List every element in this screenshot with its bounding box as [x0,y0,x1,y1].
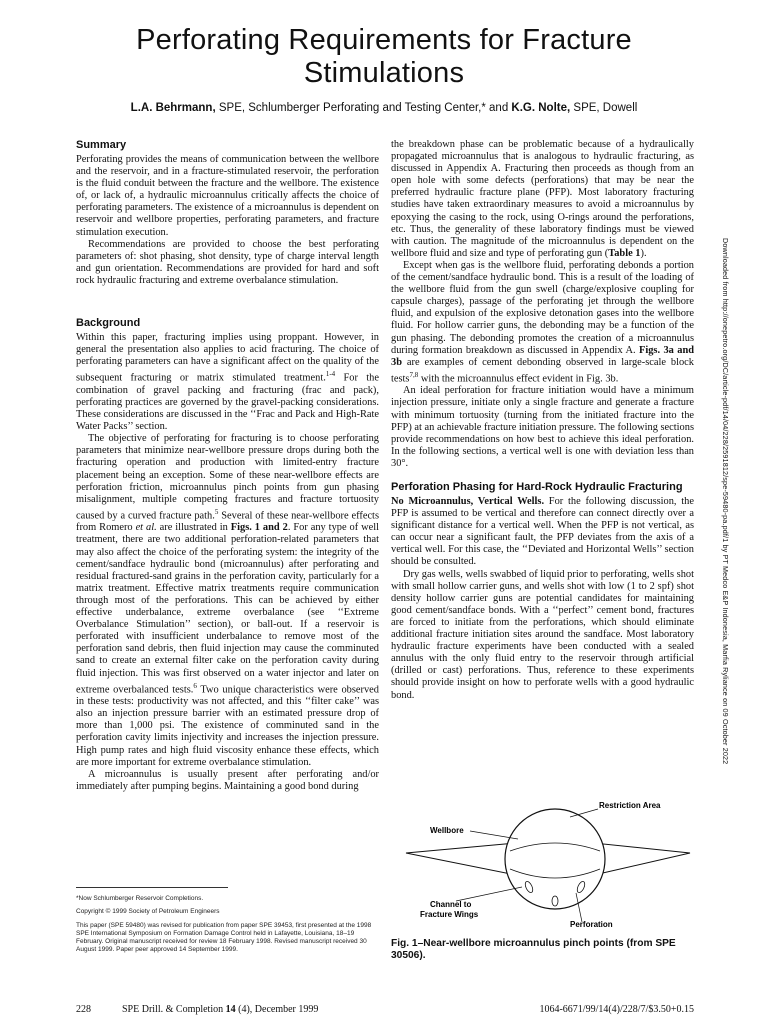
footnote-copyright: Copyright © 1999 Society of Petroleum Engineers [76,908,220,916]
background-paragraph-2: The objective of perforating for fracturing is to choose perforating parameters that minimize near-wellbore pressure drops during both the fracturing operation and production with limited-entry fracture placement being an exception. Some of these near-wellbore effects are perforation friction, microannulus pinch points from gun phasing misalignment, multiple competing fractures and fracture tortuosity caused by a curved fracture path.$^5$ Several of these near-wellbore effects from Romero et al. are illustrated in Figs. 1 and 2. For any type of well treatment, there are two additional perforation-related parameters that may also affect the choice of the perforating system: the integrity of the cement/sandface hydraulic bond (microannulus) after perforating and residual fractured-sand grains in the perforation cavity, particularly for a matrix treatment. Effective matrix treatments require communication through most of the perforations. This can be achieved by either effective underbalance, extreme overbalance (see ‘‘Extreme Overbalance Stimulation’’ section), or ball-out. If a reservoir is perforated with insufficient underbalance to remove most of the perforation sand debris, then fluid injection may cause the comminuted sand to create an external filter cake on the perforation cavity during fluid injection. This was first observed on a water injector and later on extreme overbalanced tests.$^6$ Two unique characteristics were observed in these tests: productivity was not affected, and this ‘‘filter cake’’ was also an injection pressure barrier with an estimated pressure drop of more than 1,000 psi. The existence of comminuted sand in the perforation cavity limits injectivity and increases the injection pressure. High pump rates and high fluid viscosity enhance these effects, which are more important for extreme overbalance stimulation. [76,433,379,768]
figure-1-caption: Fig. 1–Near-wellbore microannulus pinch points (from SPE 30506). [391,938,676,961]
right-paragraph-1: the breakdown phase can be problematic because of a hydraulically propagated microannulus that is analogous to hydraulic fracturing, as discussed in Appendix A. Fracturing then proceeds as though from an open hole with some defects (perforations) that may be near the preferred hydraulic fracture plane (PFP). Most laboratory fracturing studies have taken extraordinary measures to avoid a microannulus by epoxying the casing to the rock, using O-rings around the perforations, etc. Thus, the generality of these laboratory findings must be viewed with caution. The magnitude of the microannulus is dependent on the wellbore fluid and size and type of perforating gun (Table 1). [391,139,694,259]
right-paragraph-3: An ideal perforation for fracture initiation would have a minimum injection pressure, initiate only a single fracture and generate a fracture with minimum tortuosity (turning from the initiated fracture into the PFP) at an achievable fracture initiation pressure. The following sections provide recommendations on how best to achieve this ideal perforation. In the following sections, a vertical well is one with deviation less than 30°. [391,385,694,469]
page-number: 228 [76,1004,91,1015]
figure-1-diagram [398,795,698,935]
right-paragraph-2: Except when gas is the wellbore fluid, perforating debonds a portion of the cement/sandface hydraulic bond. This is a result of the loading of the wellbore fluid from the gun swell (charge/explosive coupling for capsule charges), passage of the perforating jet through the wellbore fluid, and expulsion of the explosive detonation gases into the wellbore fluid. For hollow carrier guns, the debonding may be a function of the gun phasing. The debonding promotes the creation of a microannulus during formation breakdown as discussed in Appendix A. Figs. 3a and 3b are examples of cement debonding observed in large-scale block tests$^{7,8}$ with the microannulus effect evident in Fig. 3b. [391,259,694,385]
label-restriction-area: Restriction Area [599,801,661,810]
wellbore-circle [505,809,605,909]
journal-citation: SPE Drill. & Completion 14 (4), December 1999 [122,1004,319,1015]
right-paragraph-5: Dry gas wells, wells swabbed of liquid prior to perforating, wells shot with small hollow carrier guns, and wells shot with low (1 to 2 spf) shot density hollow carrier guns are potential candidates for maintaining good cement/sandface bonds. With a ‘‘perfect’’ cement bond, fractures are forced to initiate from the perforations, which should eliminate additional fracture initiation sites around the sandface. Most laboratory hydraulic fracture experiments have been conducted with a sealed annulus with the only fluid entry to the reservoir through artificial (drilled or cast) perforations. Thus, reference to these experiments should provide insight on how to perforate wells with a good hydraulic bond. [391,568,694,701]
label-channel-1: Channel to [430,900,472,909]
right-paragraph-4: No Microannulus, Vertical Wells. For the following discussion, the PFP is assumed to be vertical and therefore can connect directly over a significant distance for a vertical well. When the PFP is not vertical, as can occur near a significant fault, the PFP deviates from the axis of a vertical well. For this case, the ‘‘Deviated and Horizontal Wells’’ section should be consulted. [391,496,694,568]
author-2-name: K.G. Nolte, [511,102,571,114]
footnotes [76,895,381,960]
author-line [40,102,728,114]
fracture-wing-left [406,843,516,875]
right-column [391,139,694,702]
summary-paragraph-2: Recommendations are provided to choose the best perforating parameters of: shot phasing, shot density, type of charge interval length and gun orientation. Recommendations are provided for hard and soft rock hydraulic fracturing and extreme overbalance stimulation. [76,238,379,286]
title-line-1: Perforating Requirements for Fracture [136,24,632,56]
label-perforation: Perforation [570,920,613,929]
label-channel-2: Fracture Wings [420,910,479,919]
author-1-affiliation: SPE, Schlumberger Perforating and Testing Center,* and [215,102,512,114]
background-heading: Background [76,317,141,330]
summary-heading: Summary [76,139,127,151]
summary-paragraph-1: Perforating provides the means of communication between the wellbore and the reservoir, and in a fracture-stimulated reservoir, the perforation is the fluid conduit between the fracture and the wellbore. The existence of, or lack of, a hydraulic microannulus critically affects the choice of perforating parameters. The existence of a microannulus is dependent on reservoir and wellbore properties, perforating parameters, and fracture stimulation execution. [76,154,379,238]
left-column [76,139,379,793]
footnote-rule [76,887,228,888]
download-watermark-text: Downloaded from http://onepetro.org/DC/article-pdf/14/04/228/2591812/spe-59480-pa.pdf/1 by PT Medco E&P Indonesia, Marfia Ryliance on 09 October 2022 [721,238,730,765]
download-watermark [721,238,738,765]
paper-title [60,24,708,90]
section-heading-phasing: Perforation Phasing for Hard-Rock Hydraulic Fracturing [391,481,683,493]
label-wellbore: Wellbore [430,826,464,835]
footnote-revision: This paper (SPE 59480) was revised for publication from paper SPE 39453, first presented at the 1998 SPE International Symposium on Formation Damage Control held in Lafayette, Louisiana, 18–19 February. Original manuscript received for review 18 February 1998. Revised manuscript received 30 August 1999. Paper peer approved 14 September 1999. [76,921,372,954]
title-line-2: Stimulations [303,57,465,89]
background-paragraph-3: A microannulus is usually present after perforating and/or immediately after pumping begins. Maintaining a good bond during [76,768,379,792]
author-2-affiliation: SPE, Dowell [570,102,638,114]
fracture-wing-right [594,843,690,875]
footnote-affiliation: *Now Schlumberger Reservoir Completions. [76,895,204,902]
author-1-name: L.A. Behrmann, [130,102,216,114]
article-code: 1064-6671/99/14(4)/228/7/$3.50+0.15 [539,1004,694,1015]
background-paragraph-1: Within this paper, fracturing implies using proppant. However, in general the presentation also applies to acid fracturing. The choice of perforating parameters can have a significant affect on the quality of the subsequent fracturing or matrix stimulated treatment.$^{1-4}$ For the combination of gravel packing and fracturing (frac and pack), perforating practices are governed by the gravel-packing considerations. These considerations are discussed in the ‘‘Frac and Pack and High-Rate Water Packs’’ section. [76,332,379,433]
